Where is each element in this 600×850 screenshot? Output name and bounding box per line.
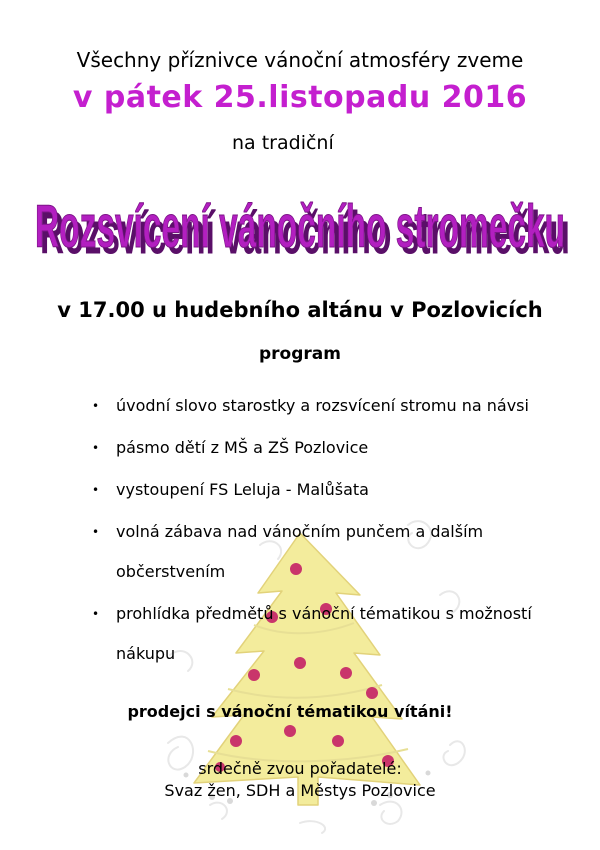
time-and-place: v 17.00 u hudebního altánu v Pozlovicích [57,298,543,322]
program-item-line: vystoupení FS Leluja - Malůšata [116,480,369,499]
invite-line-1: srdečně zvou pořadatelé: [198,759,402,778]
bullet-icon: • [92,483,100,497]
event-date: v pátek 25.listopadu 2016 [72,80,528,115]
bullet-icon: • [92,399,100,413]
invite-organizers: Svaz žen, SDH a Městys Pozlovice [164,781,436,800]
program-item-line: pásmo dětí z MŠ a ZŠ Pozlovice [116,438,369,457]
program-item [92,428,562,468]
program-item-line: nákupu [116,644,176,663]
vendors-welcome: prodejci s vánoční tématikou vítáni! [127,702,453,721]
headline-shadow: Rozsvícení vánočního stromečku [39,199,570,268]
traditional-label: na tradiční [232,132,334,154]
program-item-line: volná zábava nad vánočním punčem a dalším [116,522,484,541]
organizers-invite [0,758,600,802]
program-item-line: občerstvením [116,562,226,581]
bullet-icon: • [92,607,100,621]
bullet-icon: • [92,441,100,455]
program-item-line: úvodní slovo starostky a rozsvícení stromu na návsi [116,396,529,415]
program-item [92,470,562,510]
bullet-icon: • [92,525,100,539]
program-heading: program [259,344,341,364]
program-item [92,512,562,592]
headline-text: Rozsvícení vánočního stromečku [34,193,565,261]
program-item-line: prohlídka předmětů s vánoční tématikou s možností [116,604,532,623]
invitation-intro: Všechny příznivce vánoční atmosféry zveme [76,48,524,72]
program-item [92,594,562,674]
headline-wordart [0,170,600,280]
program-item [92,386,562,426]
program-list [92,386,562,676]
